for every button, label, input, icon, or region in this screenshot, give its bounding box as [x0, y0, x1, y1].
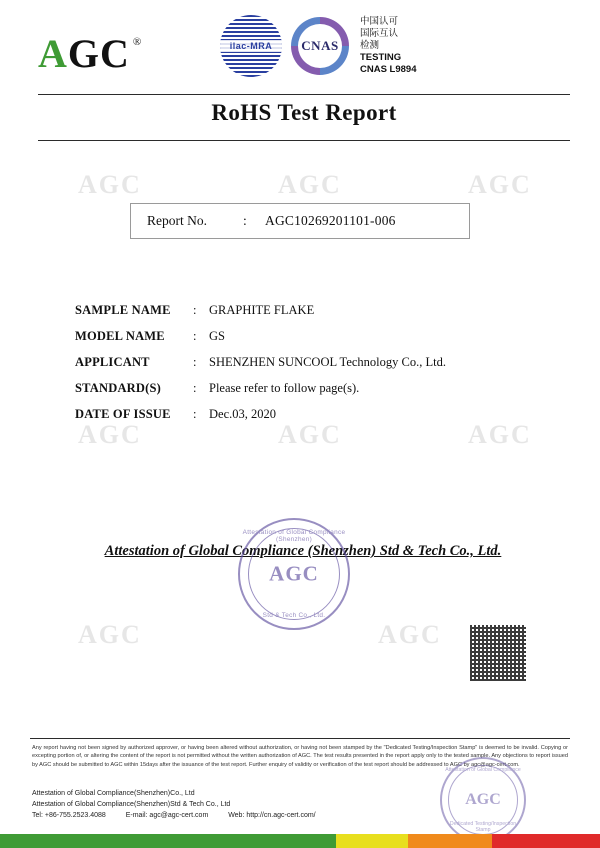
registered-mark-icon: ® [132, 36, 142, 48]
report-fields [75, 303, 525, 433]
watermark-agc: AGC [78, 420, 142, 449]
web-value[interactable]: http://cn.agc-cert.com/ [246, 812, 316, 819]
field-label-sample-name: SAMPLE NAME [75, 303, 171, 317]
watermark-agc: AGC [468, 170, 532, 199]
report-number-box [130, 203, 470, 239]
field-row [75, 407, 525, 433]
cnas-accreditation-text [360, 16, 417, 76]
cnas-line-2: 国际互认 [360, 28, 399, 39]
cnas-logo-icon [288, 14, 352, 78]
report-number-value: AGC10269201101-006 [265, 213, 396, 228]
field-label-standards: STANDARD(S) [75, 381, 162, 395]
ilac-mra-icon [220, 15, 282, 77]
watermark-agc: AGC [78, 170, 142, 199]
qr-code-icon[interactable] [470, 625, 526, 681]
watermark-agc: AGC [278, 420, 342, 449]
web-label: Web: [228, 812, 245, 819]
title-block [38, 100, 570, 141]
page-title: RoHS Test Report [211, 100, 397, 125]
cnas-line-4: TESTING [360, 52, 402, 63]
cnas-line-5: CNAS L9894 [360, 64, 417, 75]
field-value-applicant: SHENZHEN SUNCOOL Technology Co., Ltd. [209, 355, 446, 369]
agc-logo-letter-a: A [38, 31, 68, 76]
footer-stamp-arc-top: Attestation of Global Compliance [445, 767, 521, 773]
cnas-inner [298, 24, 342, 68]
field-value-standards: Please refer to follow page(s). [209, 381, 360, 395]
color-bar-red [492, 834, 600, 848]
color-bar-orange [408, 834, 492, 848]
field-row [75, 381, 525, 407]
field-label-applicant: APPLICANT [75, 355, 150, 369]
stamp-mark: AGC [269, 561, 319, 586]
certification-marks [220, 14, 417, 78]
stamp-arc-bottom: Std & Tech Co., Ltd. [262, 612, 326, 619]
field-row [75, 303, 525, 329]
watermark-agc: AGC [278, 170, 342, 199]
footer-stamp-arc-bottom: Dedicated Testing/Inspection Stamp [449, 821, 517, 833]
tel-label: Tel: [32, 812, 43, 819]
color-bar-green [0, 834, 336, 848]
watermark-agc: AGC [468, 420, 532, 449]
field-colon: : [193, 303, 197, 317]
cnas-label: CNAS [301, 38, 339, 53]
field-row [75, 329, 525, 355]
field-label-date-of-issue: DATE OF ISSUE [75, 407, 171, 421]
footer-company-line-1: Attestation of Global Compliance(Shenzhen)Co., Ltd [32, 790, 195, 797]
watermark-agc: AGC [378, 620, 442, 649]
footer-disclaimer: Any report having not been signed by authorized approver, or having been altered without authorization, or having not been stamped by the "Dedicated Testing/Inspection Stamp" is deemed to be invalid. Copying or excepting portion of, or altering the content of the report is not permitted without the written authorization of AGC. The test results presented in the report apply only to the tested sample. Any objections to report issued by AGC should be submitted to AGC within 15days after the issuance of the test report. Further enquiry of validity or verification of the test report should be addressed to AGC by agc@agc-cert.com. [32, 745, 568, 768]
field-value-date-of-issue: Dec.03, 2020 [209, 407, 276, 421]
field-value-model-name: GS [209, 329, 225, 343]
field-label-model-name: MODEL NAME [75, 329, 165, 343]
cnas-line-1: 中国认可 [360, 16, 399, 27]
field-colon: : [193, 407, 197, 421]
agc-logo-letters-gc: GC [67, 31, 130, 76]
title-divider [38, 140, 570, 141]
watermark-agc: AGC [78, 620, 142, 649]
report-number-label: Report No. [147, 213, 207, 228]
field-colon: : [193, 329, 197, 343]
stamp-arc-top: Attestation of Global Compliance (Shenzhen) [242, 529, 346, 543]
ilac-mra-label: ilac-MRA [220, 40, 282, 52]
bottom-color-bar [0, 834, 600, 848]
color-bar-yellow [336, 834, 408, 848]
agc-logo [38, 31, 142, 76]
agc-logo-text [38, 31, 130, 76]
field-row [75, 355, 525, 381]
document-header [30, 14, 570, 88]
company-stamp-icon [238, 518, 350, 630]
cnas-line-3: 检测 [360, 40, 380, 51]
tel-value: +86-755.2523.4088 [44, 812, 106, 819]
field-colon: : [193, 381, 197, 395]
attestation-line: Attestation of Global Compliance (Shenzhen) Std & Tech Co., Ltd. [104, 543, 502, 559]
testing-inspection-stamp-icon [440, 757, 526, 843]
footer-company-line-2: Attestation of Global Compliance(Shenzhen)Std & Tech Co., Ltd [32, 801, 231, 808]
header-divider [38, 94, 570, 95]
field-colon: : [193, 355, 197, 369]
field-value-sample-name: GRAPHITE FLAKE [209, 303, 315, 317]
email-label: E-mail: [125, 812, 148, 819]
email-value[interactable]: agc@agc-cert.com [149, 812, 209, 819]
report-number-colon: : [243, 213, 247, 228]
footer-stamp-mark: AGC [465, 791, 501, 808]
footer-divider [30, 738, 570, 739]
